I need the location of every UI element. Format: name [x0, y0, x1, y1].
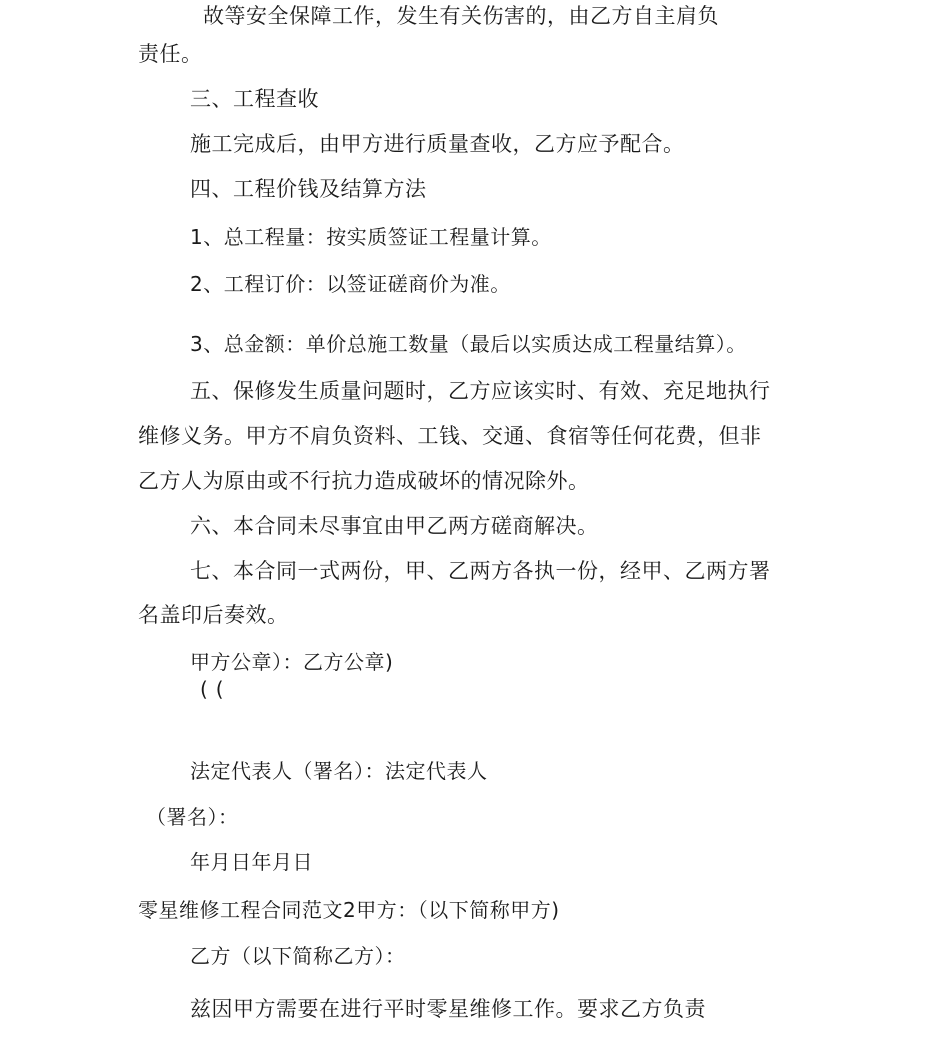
text-line: 六、本合同未尽事宜由甲乙两方磋商解决。	[190, 514, 599, 538]
text-line: 施工完成后，由甲方进行质量查收，乙方应予配合。	[190, 132, 685, 156]
text-line: 乙方（以下简称乙方）：	[190, 944, 406, 968]
text-line: 七、本合同一式两份，甲、乙两方各执一份，经甲、乙两方署	[190, 559, 771, 583]
signature-line-seal: 甲方公章）：乙方公章)	[190, 650, 394, 674]
signature-line-representative: 法定代表人（署名）：法定代表人	[190, 759, 488, 783]
text-line: 名盖印后奏效。	[138, 603, 289, 627]
text-line: 兹因甲方需要在进行平时零星维修工作。要求乙方负责	[190, 997, 706, 1021]
date-line: 年月日年月日	[190, 850, 313, 874]
list-item: 3、总金额：单价总施工数量（最后以实质达成工程量结算）。	[190, 332, 747, 356]
section-heading: 三、工程查收	[190, 87, 319, 111]
section-title: 零星维修工程合同范文2甲方：（以下简称甲方)	[138, 898, 560, 922]
section-heading: 四、工程价钱及结算方法	[190, 177, 427, 201]
text-line: 五、保修发生质量问题时，乙方应该实时、有效、充足地执行	[190, 379, 771, 403]
text-line: 维修义务。甲方不肩负资料、工钱、交通、食宿等任何花费，但非	[138, 424, 762, 448]
signature-line-brackets: ((	[200, 677, 232, 701]
list-item: 1、总工程量：按实质签证工程量计算。	[190, 225, 552, 249]
signature-line-sign: （署名）：	[146, 805, 239, 829]
list-item: 2、工程订价：以签证磋商价为准。	[190, 272, 511, 296]
text-line: 乙方人为原由或不行抗力造成破坏的情况除外。	[138, 469, 590, 493]
text-line: 故等安全保障工作，发生有关伤害的，由乙方自主肩负	[203, 4, 719, 28]
text-line: 责任。	[138, 42, 203, 66]
